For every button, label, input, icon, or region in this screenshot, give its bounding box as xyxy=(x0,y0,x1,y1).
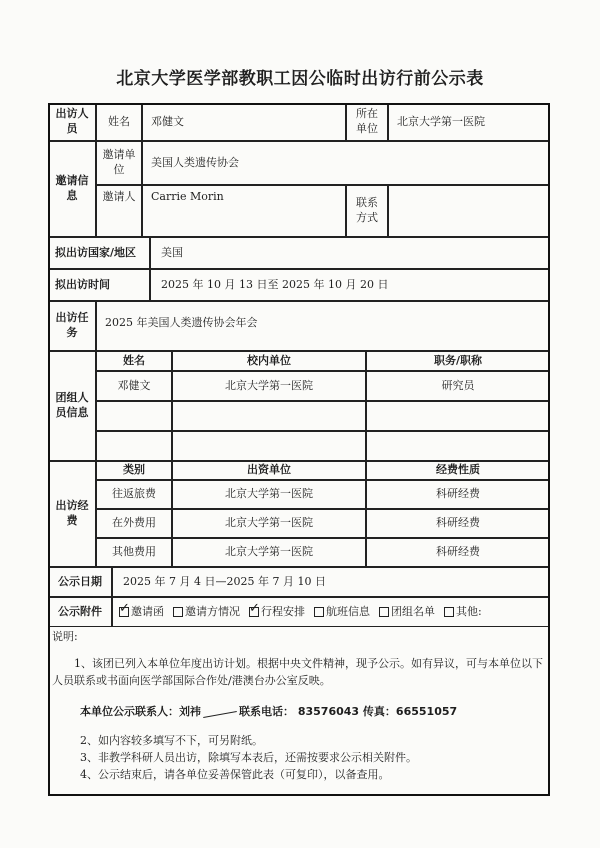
table-row: 科研经费 xyxy=(366,509,550,538)
attachment-item[interactable]: 团组名单 xyxy=(379,605,435,620)
checkbox-unchecked[interactable] xyxy=(314,607,324,617)
notice-date-value: 2025 年 7 月 4 日—2025 年 7 月 10 日 xyxy=(112,567,550,597)
members-header-name: 姓名 xyxy=(96,351,172,371)
time-value: 2025 年 10 月 13 日至 2025 年 10 月 20 日 xyxy=(150,269,550,301)
attachments-label: 公示附件 xyxy=(48,597,112,627)
notice-date-label: 公示日期 xyxy=(48,567,112,597)
contact-name: 刘祎 xyxy=(179,705,201,719)
note-4: 4、公示结束后，请各单位妥善保管此表（可复印），以备查用。 xyxy=(80,768,390,782)
table-row: 科研经费 xyxy=(366,480,550,509)
table-row xyxy=(172,401,366,431)
attachment-item[interactable]: 航班信息 xyxy=(314,605,370,620)
destination-label: 拟出访国家/地区 xyxy=(48,237,150,269)
table-row: 北京大学第一医院 xyxy=(172,371,366,401)
attachment-item[interactable]: ✓ 邀请函 xyxy=(119,605,164,620)
note-1: 1、该团已列入本单位年度出访计划。根据中央文件精神，现予公示。如有异议，可与本单位以下人员联系或书面向医学部国际合作处/港澳台办公室反映。 xyxy=(52,657,543,688)
table-row: 其他费用 xyxy=(96,538,172,567)
checkbox-checked[interactable] xyxy=(249,607,259,617)
note-2: 2、如内容较多填写不下，可另附纸。 xyxy=(80,734,263,748)
contact-label: 联系方式 xyxy=(346,185,388,237)
inviter-contact xyxy=(388,185,550,237)
table-row: 邓健文 xyxy=(96,371,172,401)
members-header-unit: 校内单位 xyxy=(172,351,366,371)
table-row xyxy=(96,431,172,461)
checkbox-checked[interactable] xyxy=(119,607,129,617)
name-label: 姓名 xyxy=(96,103,142,141)
attachments-checklist xyxy=(112,597,550,627)
fax-number: 66551057 xyxy=(395,705,458,719)
table-row: 北京大学第一医院 xyxy=(172,538,366,567)
funds-group-label: 出访经费 xyxy=(48,461,96,567)
table-row: 科研经费 xyxy=(366,538,550,567)
checkbox-unchecked[interactable] xyxy=(444,607,454,617)
attachment-item[interactable]: ✓ 行程安排 xyxy=(249,605,305,620)
destination-value: 美国 xyxy=(150,237,550,269)
funds-header-nature: 经费性质 xyxy=(366,461,550,480)
time-label: 拟出访时间 xyxy=(48,269,150,301)
funds-header-payer: 出资单位 xyxy=(172,461,366,480)
phone-number: 83576043 xyxy=(297,705,360,719)
table-row: 北京大学第一医院 xyxy=(172,509,366,538)
table-row: 研究员 xyxy=(366,371,550,401)
table-row xyxy=(366,431,550,461)
visitor-group-label: 出访人员 xyxy=(48,103,96,141)
inviter-group-label: 邀请信息 xyxy=(48,141,96,237)
table-row: 在外费用 xyxy=(96,509,172,538)
inviter-org: 美国人类遗传协会 xyxy=(142,141,550,185)
table-row xyxy=(96,401,172,431)
members-header-title: 职务/职称 xyxy=(366,351,550,371)
table-row xyxy=(172,431,366,461)
task-label: 出访任务 xyxy=(48,301,96,351)
table-row: 往返旅费 xyxy=(96,480,172,509)
visitor-unit: 北京大学第一医院 xyxy=(388,103,550,141)
table-row xyxy=(366,401,550,431)
inviter-person-label: 邀请人 xyxy=(96,185,142,237)
contact-line: 本单位公示联系人：刘祎 联系电话： 83576043 传真：66551057 xyxy=(80,705,458,719)
signature-mark xyxy=(203,711,237,718)
checkbox-unchecked[interactable] xyxy=(379,607,389,617)
notes-heading: 说明: xyxy=(52,630,78,643)
attachment-item[interactable]: 邀请方情况 xyxy=(173,605,240,620)
checkbox-unchecked[interactable] xyxy=(173,607,183,617)
page-title: 北京大学医学部教职工因公临时出访行前公示表 xyxy=(116,69,484,89)
notes-section xyxy=(52,628,546,783)
visitor-name: 邓健文 xyxy=(142,103,346,141)
note-3: 3、非教学科研人员出访，除填写本表后，还需按要求公示相关附件。 xyxy=(80,751,417,765)
table-row: 北京大学第一医院 xyxy=(172,480,366,509)
inviter-person: Carrie Morin xyxy=(142,185,346,237)
funds-header-category: 类别 xyxy=(96,461,172,480)
task-value: 2025 年美国人类遗传协会年会 xyxy=(96,301,550,351)
attachment-item[interactable]: 其他: xyxy=(444,605,482,620)
unit-label: 所在单位 xyxy=(346,103,388,141)
members-group-label: 团组人员信息 xyxy=(48,351,96,461)
inviter-org-label: 邀请单位 xyxy=(96,141,142,185)
